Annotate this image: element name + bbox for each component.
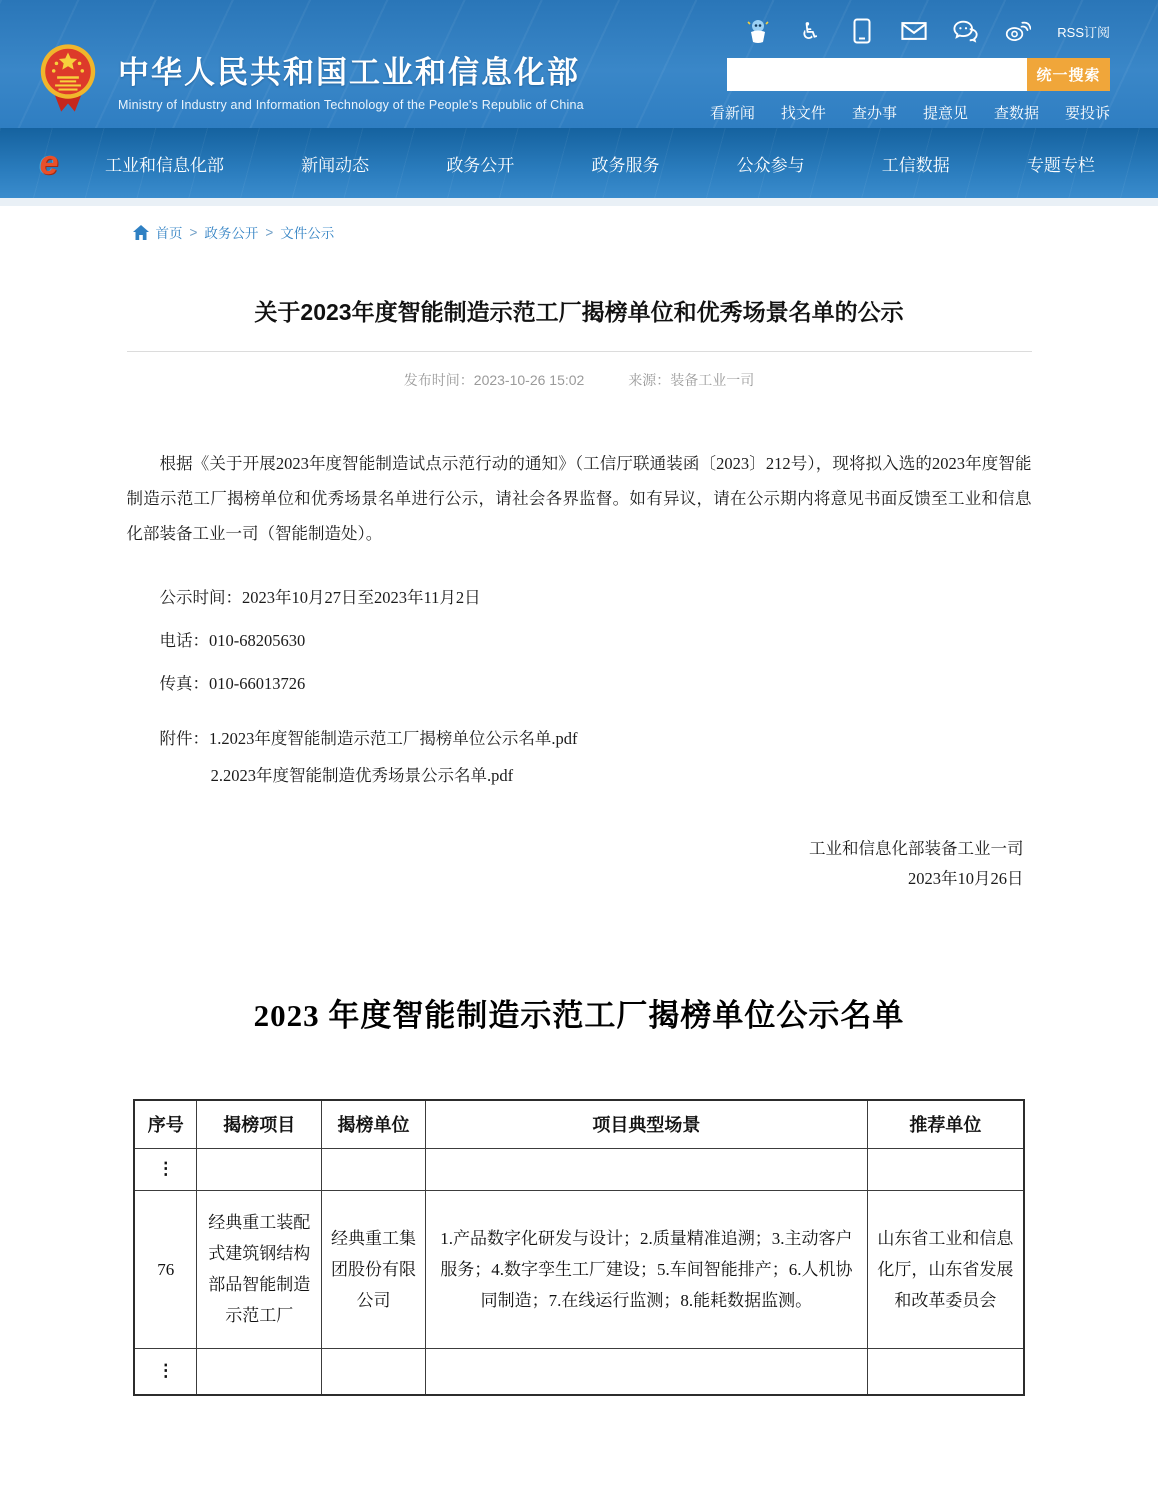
site-subtitle-en: Ministry of Industry and Information Technology of the People's Republic of China (118, 97, 584, 112)
col-header-scenes: 项目典型场景 (425, 1100, 867, 1148)
attachment-line-2 (127, 761, 1032, 790)
table-row-76 (134, 1190, 1024, 1348)
factory-table (133, 1099, 1025, 1396)
cell-recommender: 山东省工业和信息化厅，山东省发展和改革委员会 (867, 1190, 1024, 1348)
nav-item-topics[interactable]: 专题专栏 (1026, 155, 1095, 175)
attachment-line-1 (127, 724, 1032, 753)
quick-link-suggest[interactable]: 提意见 (922, 105, 968, 122)
site-header (0, 0, 1158, 128)
wechat-icon[interactable] (953, 18, 979, 44)
quick-link-data[interactable]: 查数据 (993, 105, 1039, 122)
cell-no: 76 (134, 1190, 197, 1348)
breadcrumb-home[interactable]: 首页 (155, 226, 183, 241)
miit-e-logo-icon: e (39, 143, 59, 182)
cell-project: 经典重工装配式建筑钢结构部品智能制造示范工厂 (197, 1190, 322, 1348)
weibo-icon[interactable] (1005, 18, 1031, 44)
quick-link-complaint[interactable]: 要投诉 (1064, 105, 1110, 122)
nav-item-participation[interactable]: 公众参与 (736, 155, 805, 175)
cell-scenes: 1.产品数字化研发与设计；2.质量精准追溯；3.主动客户服务；4.数字孪生工厂建设；5.车间智能排产；6.人机协同制造；7.在线运行监测；8.能耗数据监测。 (425, 1190, 867, 1348)
home-icon[interactable] (133, 225, 149, 240)
site-branding (34, 40, 584, 118)
article-source: 来源：装备工业一司 (628, 372, 755, 388)
title-divider (127, 351, 1032, 352)
nav-item-data[interactable]: 工信数据 (881, 155, 950, 175)
ellipsis-cell: ⋮ (134, 1148, 197, 1190)
bottom-spacer (127, 1396, 1032, 1486)
mail-icon[interactable] (901, 18, 927, 44)
mascot-robot-icon[interactable] (745, 18, 771, 44)
breadcrumb-separator: > (265, 224, 274, 240)
empty-cell (197, 1348, 322, 1395)
mobile-icon[interactable] (849, 18, 875, 44)
col-header-recommender: 推荐单位 (867, 1100, 1024, 1148)
main-nav (0, 128, 1158, 198)
quick-link-services[interactable]: 查办事 (851, 105, 897, 122)
article-body (127, 446, 1032, 894)
empty-cell (425, 1348, 867, 1395)
empty-cell (322, 1148, 426, 1190)
breadcrumb-gov-open[interactable]: 政务公开 (204, 226, 259, 241)
nav-item-news[interactable]: 新闻动态 (301, 155, 370, 175)
nav-item-miit[interactable]: 工业和信息化部 (105, 155, 224, 175)
col-header-project: 揭榜项目 (197, 1100, 322, 1148)
empty-cell (425, 1148, 867, 1190)
signature-date: 2023年10月26日 (908, 869, 1024, 888)
empty-cell (197, 1148, 322, 1190)
contact-phone: 电话：010-68205630 (159, 631, 306, 650)
col-header-no: 序号 (134, 1100, 197, 1148)
cell-unit: 经典重工集团股份有限公司 (322, 1190, 426, 1348)
breadcrumb (127, 222, 1032, 242)
rss-subscribe-link[interactable]: RSS订阅 (1057, 24, 1110, 40)
contact-fax: 传真：010-66013726 (159, 674, 306, 693)
header-icon-row (690, 14, 1110, 48)
subnav-strip (0, 198, 1158, 206)
search-bar (727, 58, 1110, 91)
nav-item-gov-open[interactable]: 政务公开 (446, 155, 515, 175)
attachment-link-2[interactable]: 2.2023年度智能制造优秀场景公示名单.pdf (210, 766, 514, 785)
nav-item-gov-service[interactable]: 政务服务 (591, 155, 660, 175)
empty-cell (867, 1348, 1024, 1395)
site-titles (118, 47, 584, 112)
ellipsis-cell: ⋮ (134, 1348, 197, 1395)
publish-time: 发布时间：2023-10-26 15:02 (403, 372, 585, 388)
unified-search-button[interactable]: 统一搜索 (1027, 58, 1110, 91)
table-header-row (134, 1100, 1024, 1148)
col-header-unit: 揭榜单位 (322, 1100, 426, 1148)
article-meta (127, 370, 1032, 390)
table-row-ellipsis-bottom (134, 1348, 1024, 1395)
header-utilities (690, 14, 1110, 123)
quick-links (690, 102, 1110, 123)
page-content (127, 222, 1032, 1486)
table-row-ellipsis-top (134, 1148, 1024, 1190)
search-input[interactable] (727, 58, 1027, 91)
empty-cell (867, 1148, 1024, 1190)
empty-cell (322, 1348, 426, 1395)
signature-block (127, 834, 1032, 894)
signature-department: 工业和信息化部装备工业一司 (809, 839, 1024, 858)
notice-period: 公示时间：2023年10月27日至2023年11月2日 (159, 588, 481, 607)
site-title: 中华人民共和国工业和信息化部 (118, 54, 580, 90)
accessibility-icon[interactable]: ♿ (799, 17, 821, 44)
article-paragraph: 根据《关于开展2023年度智能制造试点示范行动的通知》（工信厅联通装函〔2023〕212号），现将拟入选的2023年度智能制造示范工厂揭榜单位和优秀场景名单进行公示，请社会各界监督。如有异议，请在公示期内将意见书面反馈至工业和信息化部装备工业一司（智能制造处）。 (126, 454, 1032, 543)
attachment-link-1[interactable]: 1.2023年度智能制造示范工厂揭榜单位公示名单.pdf (209, 729, 578, 748)
quick-link-files[interactable]: 找文件 (780, 105, 826, 122)
national-emblem-logo (34, 40, 102, 118)
breadcrumb-separator: > (189, 224, 198, 240)
quick-link-news[interactable]: 看新闻 (709, 105, 755, 122)
nav-items (105, 151, 1115, 176)
breadcrumb-file-notice[interactable]: 文件公示 (280, 226, 335, 241)
article-title: 关于2023年度智能制造示范工厂揭榜单位和优秀场景名单的公示 (254, 299, 904, 325)
attachment-label: 附件： (159, 729, 209, 748)
list-title: 2023 年度智能制造示范工厂揭榜单位公示名单 (253, 998, 905, 1033)
